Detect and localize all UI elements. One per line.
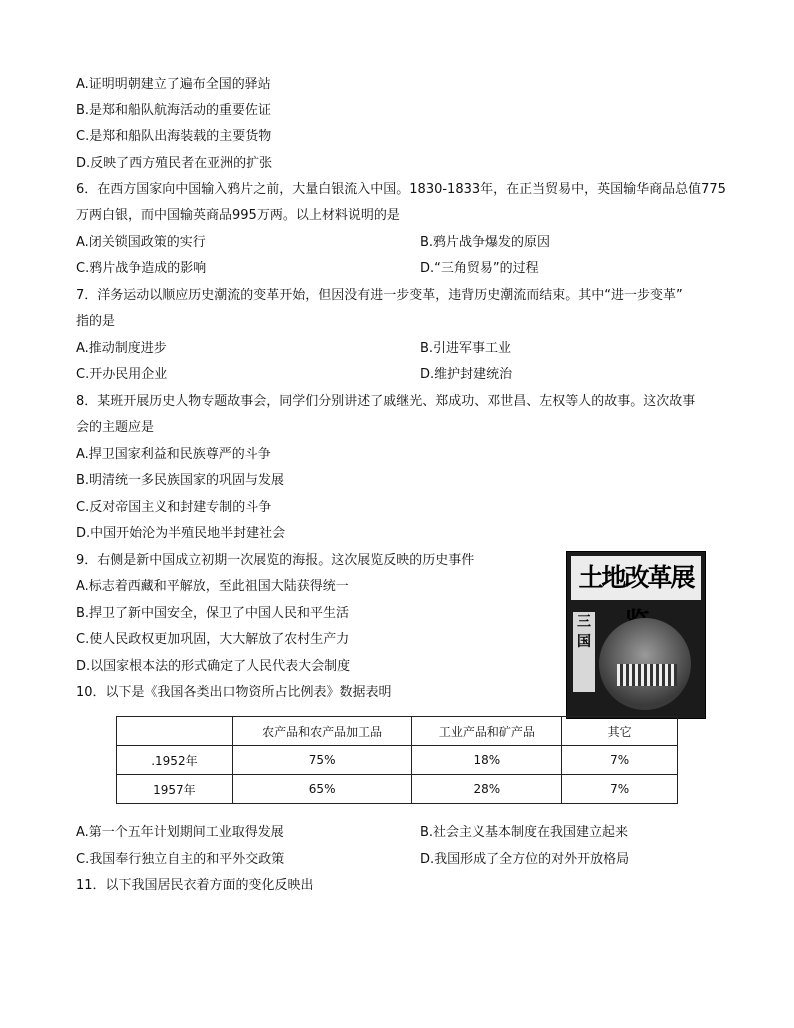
table-row bbox=[117, 775, 678, 804]
option-5a: A.证明明朝建立了遍布全国的驿站 bbox=[76, 77, 271, 92]
option-10c: C.我国奉行独立自主的和平外交政策 bbox=[76, 852, 285, 867]
option-9a: A.标志着西藏和平解放，至此祖国大陆获得统一 bbox=[76, 579, 349, 594]
option-7b: B.引进军事工业 bbox=[420, 341, 512, 356]
option-9d: D.以国家根本法的形式确定了人民代表大会制度 bbox=[76, 659, 351, 674]
option-5b: B.是郑和船队航海活动的重要佐证 bbox=[76, 103, 272, 118]
export-ratio-table bbox=[116, 716, 678, 804]
option-5c: C.是郑和船队出海装载的主要货物 bbox=[76, 129, 272, 144]
question-8-stem-cont: 会的主题应是 bbox=[76, 420, 155, 435]
table-cell: 65% bbox=[232, 775, 412, 804]
question-7-stem: 7．洋务运动以顺应历史潮流的变革开始，但因没有进一步变革，违背历史潮流而结束。其中“进一步变革” bbox=[76, 288, 683, 303]
option-10a: A.第一个五年计划期间工业取得发展 bbox=[76, 825, 284, 840]
option-7a: A.推动制度进步 bbox=[76, 341, 167, 356]
option-8c: C.反对帝国主义和封建专制的斗争 bbox=[76, 500, 272, 515]
table-header-cell: 农产品和农产品加工品 bbox=[232, 717, 412, 746]
exhibition-poster-image bbox=[566, 551, 706, 719]
option-6c: C.鸦片战争造成的影响 bbox=[76, 261, 207, 276]
question-7-stem-cont: 指的是 bbox=[76, 314, 116, 329]
question-11-stem: 11．以下我国居民衣着方面的变化反映出 bbox=[76, 878, 314, 893]
table-row bbox=[117, 746, 678, 775]
table-cell: 18% bbox=[412, 746, 562, 775]
option-6d: D.“三角贸易”的过程 bbox=[420, 261, 539, 276]
question-6-stem-cont: 万两白银，而中国输英商品995万两。以上材料说明的是 bbox=[76, 208, 400, 223]
option-8a: A.捍卫国家利益和民族尊严的斗争 bbox=[76, 447, 271, 462]
option-9b: B.捍卫了新中国安全，保卫了中国人民和平生活 bbox=[76, 606, 350, 621]
table-header-row bbox=[117, 717, 678, 746]
question-8-stem: 8．某班开展历史人物专题故事会，同学们分别讲述了戚继光、郑成功、邓世昌、左权等人的故事。这次故事 bbox=[76, 394, 696, 409]
poster-side-text: 三国 bbox=[573, 612, 595, 692]
table-header-cell: 其它 bbox=[562, 717, 678, 746]
poster-crowd bbox=[617, 664, 677, 686]
option-10d: D.我国形成了全方位的对外开放格局 bbox=[420, 852, 630, 867]
option-6a: A.闭关锁国政策的实行 bbox=[76, 235, 206, 250]
option-7c: C.开办民用企业 bbox=[76, 367, 168, 382]
question-10-stem: 10．以下是《我国各类出口物资所占比例表》数据表明 bbox=[76, 685, 392, 700]
table-cell: .1952年 bbox=[117, 746, 233, 775]
option-8d: D.中国开始沦为半殖民地半封建社会 bbox=[76, 526, 286, 541]
question-6-stem: 6．在西方国家向中国输入鸦片之前，大量白银流入中国。1830-1833年，在正当贸易中，英国输华商品总值775 bbox=[76, 182, 726, 197]
option-7d: D.维护封建统治 bbox=[420, 367, 513, 382]
table-cell: 7% bbox=[562, 775, 678, 804]
table-header-cell bbox=[117, 717, 233, 746]
table-cell: 28% bbox=[412, 775, 562, 804]
option-8b: B.明清统一多民族国家的巩固与发展 bbox=[76, 473, 285, 488]
option-6b: B.鸦片战争爆发的原因 bbox=[420, 235, 551, 250]
question-9-stem: 9．右侧是新中国成立初期一次展览的海报。这次展览反映的历史事件 bbox=[76, 553, 475, 568]
option-9c: C.使人民政权更加巩固，大大解放了农村生产力 bbox=[76, 632, 350, 647]
table-header-cell: 工业产品和矿产品 bbox=[412, 717, 562, 746]
poster-title: 土地改革展 bbox=[571, 556, 701, 600]
option-10b: B.社会主义基本制度在我国建立起来 bbox=[420, 825, 629, 840]
option-5d: D.反映了西方殖民者在亚洲的扩张 bbox=[76, 156, 273, 171]
table-cell: 1957年 bbox=[117, 775, 233, 804]
table-cell: 75% bbox=[232, 746, 412, 775]
table-cell: 7% bbox=[562, 746, 678, 775]
